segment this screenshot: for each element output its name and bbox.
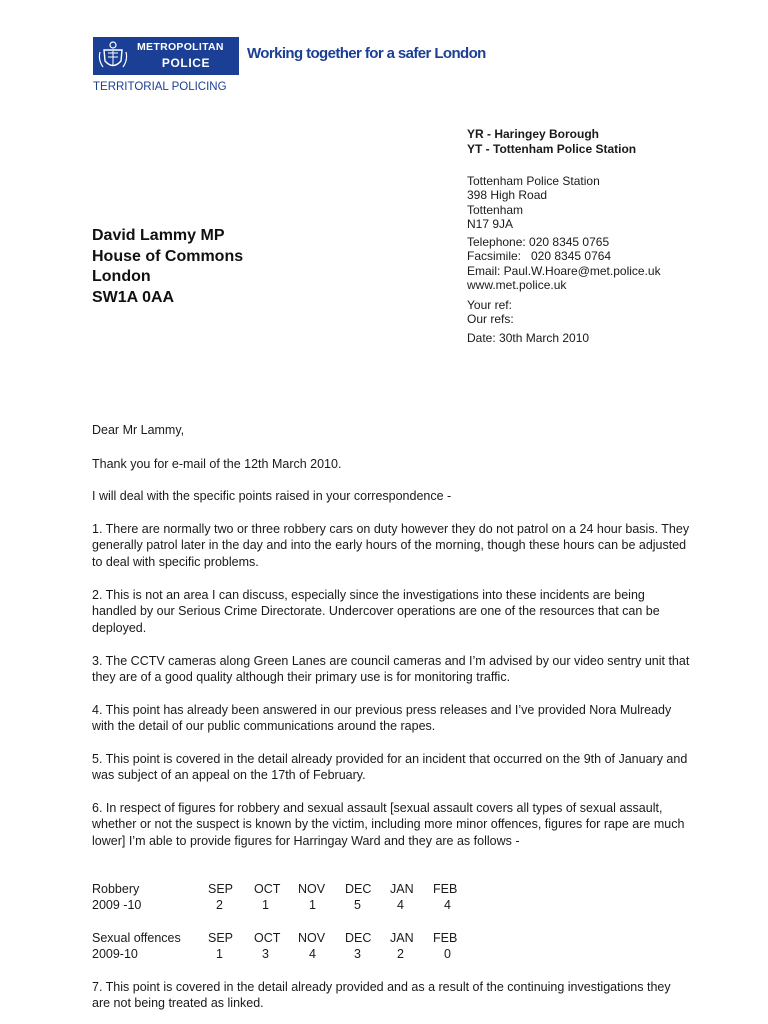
table-value: 1 [309,898,316,912]
recipient-line: House of Commons [92,247,244,265]
table-value: 1 [262,898,269,912]
table-value: 3 [354,947,361,961]
table-year: 2009 -10 [92,898,142,912]
body-paragraph: 7. This point is covered in the detail already provided and as a result of the continuing investigations they are not being treated as linked. [92,980,671,1011]
month-header: FEB [433,931,458,945]
division-label: TERRITORIAL POLICING [93,81,227,93]
sender-address [467,174,600,231]
slogan: Working together for a safer London [247,45,486,62]
table-value: 2 [397,947,404,961]
sender-unit-borough: YR - Haringey Borough [467,127,600,141]
month-header: FEB [433,882,458,896]
recipient-line: London [92,268,151,285]
month-header: OCT [254,931,281,945]
website: www.met.police.uk [467,277,567,292]
telephone: Telephone: 020 8345 0765 [467,235,610,249]
table-value: 4 [309,947,316,961]
table-row-label: Sexual offences [92,931,181,945]
body-paragraph: 1. There are normally two or three robbery cars on duty however they do not patrol on a 24 hour basis. They generally patrol later in the day and into the early hours of the morning, though these hours can be adjusted to deal with specific problems. [92,522,690,569]
facsimile: Facsimile: 020 8345 0764 [467,249,612,264]
body-paragraph: 4. This point has already been answered in our previous press releases and I’ve provided Nora Mulready with the detail of our public communications around the rapes. [92,703,672,734]
month-header: JAN [390,931,414,945]
table-row-label: Robbery [92,882,140,896]
your-ref: Your ref: [467,298,512,312]
email: Email: Paul.W.Hoare@met.police.uk [467,263,661,278]
salutation: Dear Mr Lammy, [92,423,185,437]
body-paragraph: 2. This is not an area I can discuss, especially since the investigations into these incidents are being handled by our Serious Crime Directorate. Undercover operations are one of the resources that can be deployed. [92,588,660,635]
our-refs: Our refs: [467,312,514,327]
body-paragraph: 3. The CCTV cameras along Green Lanes are council cameras and I’m advised by our video sentry unit that they are of a good quality although their primary use is for monitoring traffic. [92,654,690,685]
address-line: N17 9JA [467,216,514,231]
table-value: 0 [444,947,451,961]
month-header: SEP [208,931,234,945]
recipient-line: David Lammy MP [92,227,225,244]
sender-unit-station: YT - Tottenham Police Station [467,142,637,156]
table-value: 1 [216,947,223,961]
month-header: OCT [254,882,281,896]
letter-date: Date: 30th March 2010 [467,331,590,345]
address-line: Tottenham Police Station [467,174,600,188]
recipient-address [92,226,243,308]
month-header: NOV [298,882,326,896]
sender-contact [467,235,661,292]
recipient-line: SW1A 0AA [92,288,175,306]
table-value: 5 [354,898,361,912]
month-header: NOV [298,931,326,945]
address-line: Tottenham [467,202,524,217]
table-value: 4 [397,898,404,912]
month-header: DEC [345,931,372,945]
month-header: DEC [345,882,372,896]
logo-line-2: POLICE [161,56,211,70]
address-line: 398 High Road [467,188,548,203]
table-value: 4 [444,898,451,912]
table-value: 3 [262,947,269,961]
body-paragraph: Thank you for e-mail of the 12th March 2010. [92,457,342,471]
table-value: 2 [216,898,223,912]
table-year: 2009-10 [92,947,138,961]
robbery-table [92,881,492,915]
sender-refs [467,298,514,327]
body-paragraph: I will deal with the specific points raised in your correspondence - [92,489,452,503]
met-police-logo [93,37,239,75]
month-header: SEP [208,882,234,896]
month-header: JAN [390,882,414,896]
sexual-offences-table [92,930,492,964]
body-paragraph: 6. In respect of figures for robbery and sexual assault [sexual assault covers all types of sexual assault, whether or not the suspect is known by the victim, including more minor offences, figures for rape are much lower] I’m able to provide figures for Harringay Ward and they are as follows - [92,801,685,848]
body-paragraph: 5. This point is covered in the detail already provided for an incident that occurred on the 9th of January and was subject of an appeal on the 17th of February. [92,752,688,783]
crest-icon [97,40,129,72]
logo-line-1: METROPOLITAN [137,41,224,53]
